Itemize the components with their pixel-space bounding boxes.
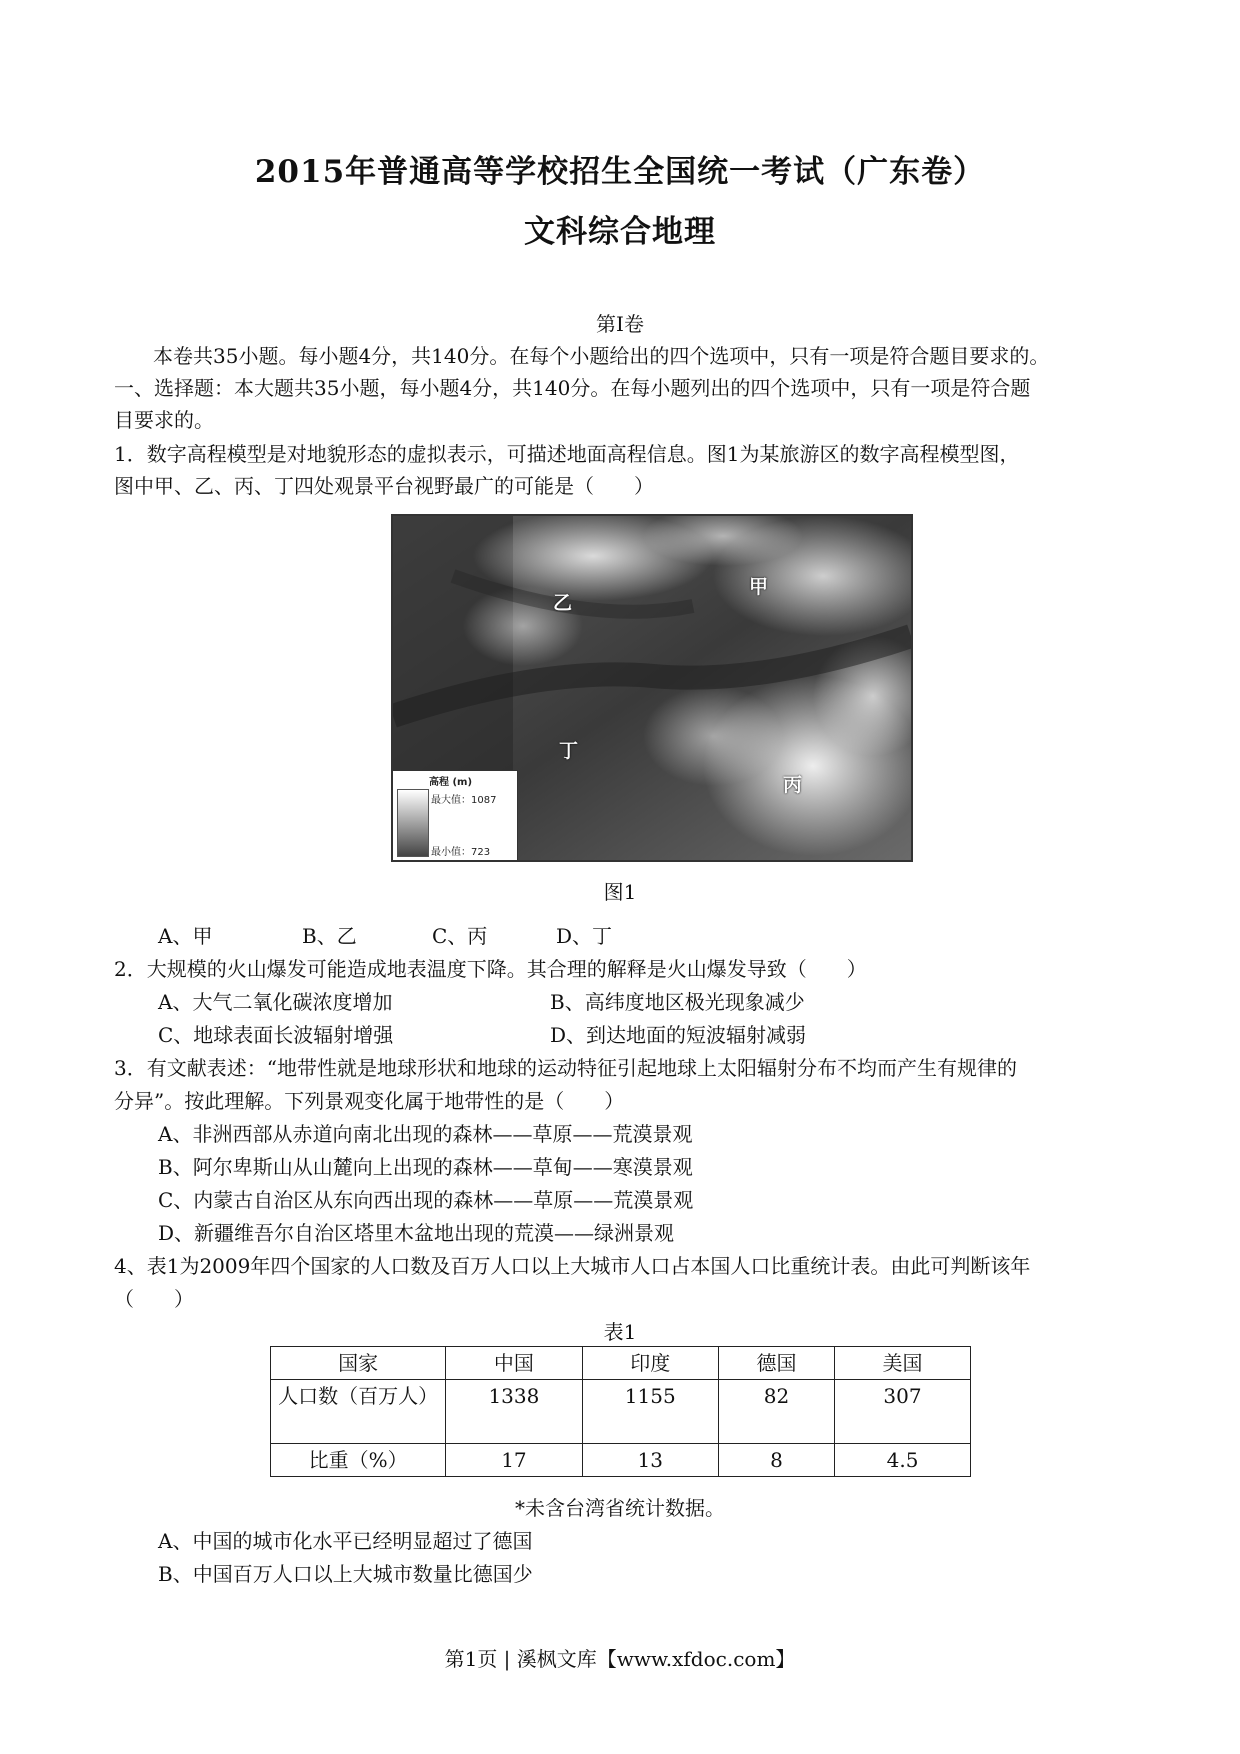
- q4-option-b[interactable]: B、中国百万人口以上大城市数量比德国少: [158, 1562, 533, 1586]
- q3-stem-line2: 分异”。按此理解。下列景观变化属于地带性的是（ ）: [114, 1089, 625, 1113]
- table-header-cell: 中国: [446, 1347, 582, 1380]
- legend-min: 最小值：723: [431, 847, 491, 858]
- q4-option-a[interactable]: A、中国的城市化水平已经明显超过了德国: [158, 1529, 533, 1553]
- elevation-model-figure: [391, 514, 913, 862]
- population-table: [270, 1346, 971, 1477]
- q3-option-d[interactable]: D、新疆维吾尔自治区塔里木盆地出现的荒漠——绿洲景观: [158, 1221, 675, 1245]
- page-subtitle: 文科综合地理: [524, 214, 716, 250]
- legend-title: 高程 (m): [429, 777, 473, 788]
- table-cell: 比重（%）: [271, 1444, 446, 1477]
- table-header-row: [271, 1347, 971, 1380]
- table-header-cell: 印度: [582, 1347, 718, 1380]
- part-instructions-line2: 目要求的。: [114, 408, 214, 432]
- legend-max: 最大值：1087: [431, 795, 497, 806]
- table-cell: 1338: [446, 1380, 582, 1444]
- map-label-jia: 甲: [749, 576, 769, 598]
- table-caption: 表1: [603, 1320, 637, 1344]
- table-header-cell: 德国: [718, 1347, 834, 1380]
- page-title: 2015年普通高等学校招生全国统一考试（广东卷）: [254, 154, 986, 190]
- q2-option-a[interactable]: A、大气二氧化碳浓度增加: [158, 990, 393, 1014]
- table-row: [271, 1380, 971, 1444]
- table-cell: 8: [718, 1444, 834, 1477]
- q2-option-d[interactable]: D、到达地面的短波辐射减弱: [550, 1023, 807, 1047]
- q2-stem: 2．大规模的火山爆发可能造成地表温度下降。其合理的解释是火山爆发导致（ ）: [114, 957, 867, 981]
- part-instructions-line1: 一、选择题：本大题共35小题，每小题4分，共140分。在每小题列出的四个选项中，只有一项是符合题: [114, 376, 1031, 400]
- volume-heading: 第Ⅰ卷: [596, 312, 644, 336]
- table-note: *未含台湾省统计数据。: [515, 1496, 725, 1520]
- table-row: [271, 1444, 971, 1477]
- page-footer[interactable]: 第1页 | 溪枫文库【www.xfdoc.com】: [444, 1647, 796, 1671]
- q1-option-c[interactable]: C、丙: [432, 924, 488, 948]
- table-cell: 82: [718, 1380, 834, 1444]
- table-cell: 人口数（百万人）: [271, 1380, 446, 1444]
- q2-option-b[interactable]: B、高纬度地区极光现象减少: [550, 990, 805, 1014]
- volume-intro: 本卷共35小题。每小题4分，共140分。在每个小题给出的四个选项中，只有一项是符合题目要求的。: [153, 344, 1050, 368]
- q3-option-a[interactable]: A、非洲西部从赤道向南北出现的森林——草原——荒漠景观: [158, 1122, 693, 1146]
- q3-option-c[interactable]: C、内蒙古自治区从东向西出现的森林——草原——荒漠景观: [158, 1188, 694, 1212]
- map-label-ding: 丁: [559, 740, 579, 762]
- elevation-legend: [393, 770, 518, 861]
- figure-caption: 图1: [603, 880, 637, 904]
- table-cell: 4.5: [835, 1444, 971, 1477]
- table-header-cell: 国家: [271, 1347, 446, 1380]
- q1-option-a[interactable]: A、甲: [158, 924, 213, 948]
- q1-stem-line2: 图中甲、乙、丙、丁四处观景平台视野最广的可能是（ ）: [114, 474, 654, 498]
- table-header-cell: 美国: [835, 1347, 971, 1380]
- map-label-yi: 乙: [553, 592, 573, 614]
- table-cell: 17: [446, 1444, 582, 1477]
- q2-option-c[interactable]: C、地球表面长波辐射增强: [158, 1023, 394, 1047]
- table-cell: 1155: [582, 1380, 718, 1444]
- table-cell: 307: [835, 1380, 971, 1444]
- q3-option-b[interactable]: B、阿尔卑斯山从山麓向上出现的森林——草甸——寒漠景观: [158, 1155, 693, 1179]
- q1-option-b[interactable]: B、乙: [302, 924, 357, 948]
- q1-option-d[interactable]: D、丁: [556, 924, 613, 948]
- map-label-bing: 丙: [783, 774, 803, 796]
- legend-gradient-bar: [397, 789, 429, 857]
- q1-stem-line1: 1．数字高程模型是对地貌形态的虚拟表示，可描述地面高程信息。图1为某旅游区的数字高程模型图，: [114, 442, 1020, 466]
- q3-stem-line1: 3．有文献表述：“地带性就是地球形状和地球的运动特征引起地球上太阳辐射分布不均而产生有规律的: [114, 1056, 1017, 1080]
- q4-stem-line2: （ ）: [114, 1287, 194, 1311]
- q4-stem-line1: 4、表1为2009年四个国家的人口数及百万人口以上大城市人口占本国人口比重统计表。由此可判断该年: [114, 1254, 1031, 1278]
- table-cell: 13: [582, 1444, 718, 1477]
